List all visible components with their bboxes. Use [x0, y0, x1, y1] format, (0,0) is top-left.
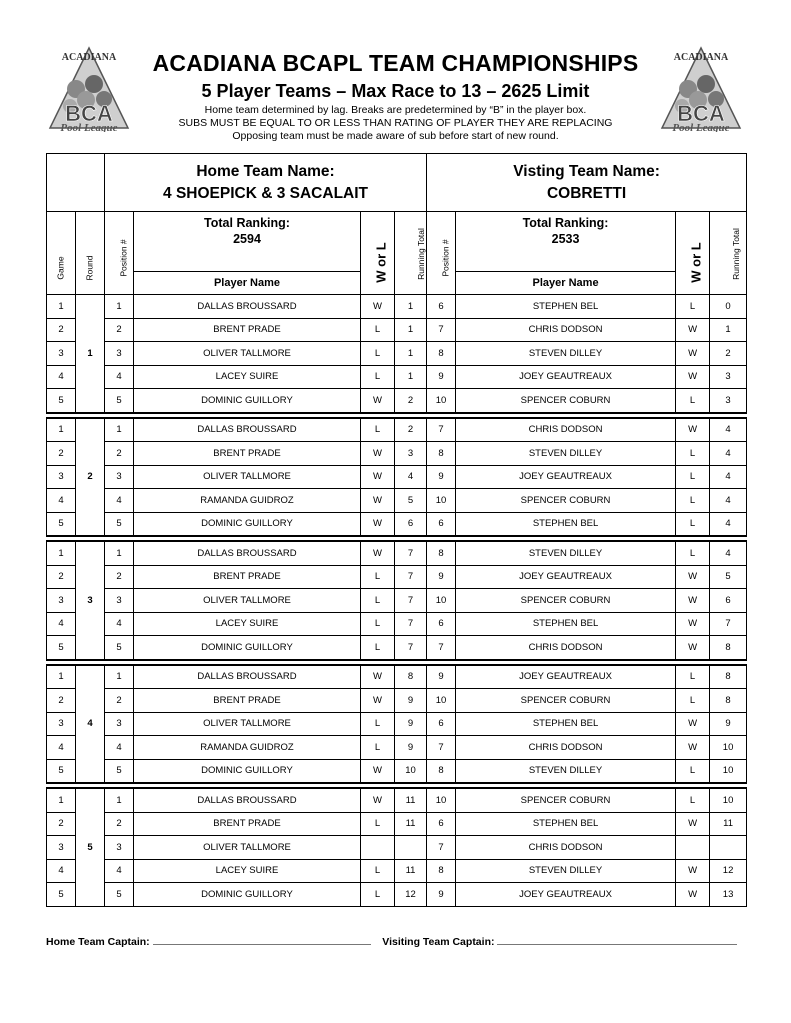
visiting-player-name-cell: SPENCER COBURN — [456, 389, 676, 413]
home-player-name-header: Player Name — [134, 272, 361, 295]
home-player-name-cell: DALLAS BROUSSARD — [134, 295, 361, 319]
visiting-position-cell: 8 — [427, 342, 456, 366]
game-number-cell: 2 — [47, 442, 76, 466]
visiting-captain-label: Visiting Team Captain: — [382, 936, 495, 948]
home-player-name-cell: OLIVER TALLMORE — [134, 836, 361, 860]
home-position-cell: 4 — [105, 736, 134, 760]
visiting-team-label: Visting Team Name: — [513, 162, 660, 180]
game-number-cell: 5 — [47, 389, 76, 413]
home-position-cell: 4 — [105, 365, 134, 389]
game-row — [47, 418, 747, 442]
home-win-loss-cell[interactable] — [361, 836, 395, 860]
home-position-cell: 1 — [105, 295, 134, 319]
home-win-loss-cell[interactable]: W — [361, 788, 395, 812]
home-player-name-cell: RAMANDA GUIDROZ — [134, 736, 361, 760]
visiting-position-cell: 10 — [427, 389, 456, 413]
home-win-loss-cell[interactable]: W — [361, 389, 395, 413]
home-win-loss-cell[interactable]: L — [361, 812, 395, 836]
visiting-win-loss-cell[interactable]: L — [676, 512, 710, 536]
home-player-name-cell: DALLAS BROUSSARD — [134, 418, 361, 442]
visiting-running-total-cell[interactable]: 1 — [710, 318, 747, 342]
home-position-cell: 5 — [105, 759, 134, 783]
home-player-name-cell: OLIVER TALLMORE — [134, 342, 361, 366]
visiting-captain-signature-field[interactable] — [497, 936, 737, 945]
home-running-total-cell[interactable]: 10 — [395, 759, 427, 783]
home-player-name-cell: LACEY SUIRE — [134, 859, 361, 883]
game-number-cell: 1 — [47, 665, 76, 689]
visiting-player-name-cell: STEVEN DILLEY — [456, 759, 676, 783]
home-running-total-cell[interactable]: 12 — [395, 883, 427, 907]
visiting-position-cell: 9 — [427, 465, 456, 489]
visiting-win-loss-cell[interactable]: W — [676, 318, 710, 342]
game-number-cell: 3 — [47, 342, 76, 366]
game-number-cell: 4 — [47, 365, 76, 389]
visiting-player-name-cell: SPENCER COBURN — [456, 788, 676, 812]
home-player-name-cell: RAMANDA GUIDROZ — [134, 489, 361, 513]
visiting-running-total-cell[interactable]: 12 — [710, 859, 747, 883]
visiting-win-loss-cell[interactable]: L — [676, 689, 710, 713]
home-team-header — [105, 154, 427, 212]
home-position-cell: 3 — [105, 712, 134, 736]
game-number-cell: 2 — [47, 812, 76, 836]
home-running-total-cell[interactable]: 8 — [395, 665, 427, 689]
visiting-position-cell: 8 — [427, 442, 456, 466]
home-running-total-cell[interactable]: 11 — [395, 788, 427, 812]
home-player-name-cell: DALLAS BROUSSARD — [134, 541, 361, 565]
col-home-running-total-header: Running Total — [395, 212, 427, 295]
visiting-running-total-cell[interactable]: 3 — [710, 389, 747, 413]
page-title: ACADIANA BCAPL TEAM CHAMPIONSHIPS — [152, 50, 639, 76]
home-position-cell: 3 — [105, 465, 134, 489]
visiting-player-name-cell: SPENCER COBURN — [456, 689, 676, 713]
visiting-running-total-cell[interactable]: 5 — [710, 565, 747, 589]
game-number-cell: 3 — [47, 589, 76, 613]
rule-note-opposing: Opposing team must be made aware of sub before start of new round. — [232, 130, 559, 142]
visiting-running-total-cell[interactable]: 4 — [710, 418, 747, 442]
game-number-cell: 1 — [47, 541, 76, 565]
game-number-cell: 2 — [47, 565, 76, 589]
game-row — [47, 512, 747, 536]
home-running-total-cell[interactable]: 1 — [395, 318, 427, 342]
game-row — [47, 788, 747, 812]
visiting-win-loss-cell[interactable]: W — [676, 636, 710, 660]
visiting-position-cell: 9 — [427, 665, 456, 689]
visiting-running-total-cell[interactable]: 13 — [710, 883, 747, 907]
visiting-player-name-cell: STEPHEN BEL — [456, 512, 676, 536]
visiting-running-total-cell[interactable]: 7 — [710, 612, 747, 636]
visiting-win-loss-cell[interactable]: W — [676, 365, 710, 389]
home-win-loss-cell[interactable]: L — [361, 883, 395, 907]
home-win-loss-cell[interactable]: L — [361, 636, 395, 660]
home-running-total-cell[interactable]: 7 — [395, 589, 427, 613]
home-position-cell: 3 — [105, 342, 134, 366]
visiting-position-cell: 10 — [427, 788, 456, 812]
game-number-cell: 3 — [47, 712, 76, 736]
home-position-cell: 2 — [105, 442, 134, 466]
visiting-player-name-cell: STEVEN DILLEY — [456, 859, 676, 883]
home-running-total-cell[interactable]: 11 — [395, 812, 427, 836]
visiting-win-loss-cell[interactable]: L — [676, 665, 710, 689]
visiting-position-cell: 7 — [427, 736, 456, 760]
home-running-total-cell[interactable]: 9 — [395, 712, 427, 736]
home-player-name-cell: LACEY SUIRE — [134, 612, 361, 636]
svg-text:Pool League: Pool League — [60, 122, 118, 132]
page-subtitle: 5 Player Teams – Max Race to 13 – 2625 Limit — [201, 81, 590, 101]
game-number-cell: 2 — [47, 318, 76, 342]
home-player-name-cell: LACEY SUIRE — [134, 365, 361, 389]
home-running-total-cell[interactable]: 2 — [395, 418, 427, 442]
col-home-wl-header: W or L — [361, 212, 395, 295]
home-running-total-cell[interactable]: 9 — [395, 689, 427, 713]
home-running-total-cell[interactable]: 7 — [395, 612, 427, 636]
home-running-total-cell[interactable]: 3 — [395, 442, 427, 466]
round-number-cell: 5 — [76, 788, 105, 906]
visiting-ranking-value: 2533 — [551, 232, 580, 246]
visiting-team-header — [427, 154, 747, 212]
visiting-running-total-cell[interactable]: 8 — [710, 665, 747, 689]
visiting-position-cell: 7 — [427, 636, 456, 660]
game-row — [47, 883, 747, 907]
visiting-player-name-cell: SPENCER COBURN — [456, 589, 676, 613]
visiting-running-total-cell[interactable]: 0 — [710, 295, 747, 319]
home-win-loss-cell[interactable]: W — [361, 512, 395, 536]
home-win-loss-cell[interactable]: W — [361, 665, 395, 689]
home-player-name-cell: DOMINIC GUILLORY — [134, 389, 361, 413]
svg-text:ACADIANA: ACADIANA — [673, 52, 729, 63]
visiting-position-cell: 7 — [427, 418, 456, 442]
game-row — [47, 612, 747, 636]
visiting-team-name: COBRETTI — [546, 184, 627, 202]
visiting-player-name-cell: STEPHEN BEL — [456, 812, 676, 836]
game-number-cell: 1 — [47, 295, 76, 319]
visiting-win-loss-cell[interactable]: L — [676, 442, 710, 466]
visiting-total-ranking: Total Ranking: 2533 — [456, 212, 676, 272]
round-number-cell: 4 — [76, 665, 105, 784]
game-number-cell: 4 — [47, 859, 76, 883]
home-player-name-cell: DOMINIC GUILLORY — [134, 759, 361, 783]
col-round-header: Round — [76, 212, 105, 295]
home-win-loss-cell[interactable]: W — [361, 759, 395, 783]
home-running-total-cell[interactable]: 1 — [395, 365, 427, 389]
home-player-name-cell: DOMINIC GUILLORY — [134, 636, 361, 660]
home-win-loss-cell[interactable]: L — [361, 318, 395, 342]
game-row — [47, 442, 747, 466]
visiting-win-loss-cell[interactable]: W — [676, 589, 710, 613]
home-position-cell: 1 — [105, 665, 134, 689]
home-position-cell: 2 — [105, 812, 134, 836]
home-running-total-cell[interactable]: 2 — [395, 389, 427, 413]
home-win-loss-cell[interactable]: L — [361, 736, 395, 760]
home-position-cell: 5 — [105, 389, 134, 413]
home-win-loss-cell[interactable]: L — [361, 342, 395, 366]
home-position-cell: 1 — [105, 541, 134, 565]
game-row — [47, 541, 747, 565]
home-player-name-cell: DOMINIC GUILLORY — [134, 883, 361, 907]
visiting-win-loss-cell[interactable]: L — [676, 295, 710, 319]
home-win-loss-cell[interactable]: L — [361, 589, 395, 613]
game-row — [47, 812, 747, 836]
game-row — [47, 665, 747, 689]
visiting-win-loss-cell[interactable]: L — [676, 759, 710, 783]
visiting-win-loss-cell[interactable]: W — [676, 712, 710, 736]
visiting-player-name-cell: CHRIS DODSON — [456, 836, 676, 860]
home-win-loss-cell[interactable]: W — [361, 689, 395, 713]
corner-blank-cell — [47, 154, 105, 212]
visiting-running-total-cell[interactable]: 10 — [710, 736, 747, 760]
visiting-player-name-cell: JOEY GEAUTREAUX — [456, 365, 676, 389]
visiting-win-loss-cell[interactable] — [676, 836, 710, 860]
score-sheet-table — [46, 153, 747, 907]
home-win-loss-cell[interactable]: W — [361, 541, 395, 565]
visiting-win-loss-cell[interactable]: L — [676, 389, 710, 413]
visiting-position-cell: 8 — [427, 541, 456, 565]
col-home-position-header: Position # — [105, 212, 134, 295]
home-captain-label: Home Team Captain: — [46, 936, 150, 948]
game-row — [47, 295, 747, 319]
home-running-total-cell[interactable]: 7 — [395, 636, 427, 660]
visiting-position-cell: 9 — [427, 883, 456, 907]
col-visit-position-header: Position # — [427, 212, 456, 295]
home-position-cell: 2 — [105, 318, 134, 342]
game-row — [47, 759, 747, 783]
visiting-running-total-cell[interactable]: 6 — [710, 589, 747, 613]
visiting-position-cell: 6 — [427, 612, 456, 636]
home-player-name-cell: OLIVER TALLMORE — [134, 589, 361, 613]
visiting-player-name-cell: SPENCER COBURN — [456, 489, 676, 513]
visiting-player-name-cell: CHRIS DODSON — [456, 418, 676, 442]
home-win-loss-cell[interactable]: L — [361, 859, 395, 883]
visiting-player-name-cell: JOEY GEAUTREAUX — [456, 665, 676, 689]
home-position-cell: 4 — [105, 612, 134, 636]
home-win-loss-cell[interactable]: L — [361, 612, 395, 636]
visiting-player-name-header: Player Name — [456, 272, 676, 295]
home-position-cell: 4 — [105, 859, 134, 883]
game-row — [47, 836, 747, 860]
home-ranking-value: 2594 — [233, 232, 261, 246]
game-row — [47, 736, 747, 760]
visiting-win-loss-cell[interactable]: W — [676, 736, 710, 760]
visiting-running-total-cell[interactable]: 4 — [710, 442, 747, 466]
game-row — [47, 589, 747, 613]
rule-note-subs: SUBS MUST BE EQUAL TO OR LESS THAN RATING OF PLAYER THEY ARE REPLACING — [178, 117, 613, 129]
visiting-player-name-cell: STEPHEN BEL — [456, 295, 676, 319]
home-player-name-cell: BRENT PRADE — [134, 442, 361, 466]
game-row — [47, 689, 747, 713]
visiting-position-cell: 7 — [427, 318, 456, 342]
visiting-win-loss-cell[interactable]: W — [676, 812, 710, 836]
round-number-cell: 2 — [76, 418, 105, 537]
visiting-win-loss-cell[interactable]: W — [676, 565, 710, 589]
game-number-cell: 5 — [47, 883, 76, 907]
visiting-position-cell: 6 — [427, 295, 456, 319]
svg-text:ACADIANA: ACADIANA — [61, 52, 117, 63]
game-row — [47, 636, 747, 660]
visiting-running-total-cell[interactable]: 8 — [710, 689, 747, 713]
visiting-player-name-cell: JOEY GEAUTREAUX — [456, 565, 676, 589]
visiting-position-cell: 7 — [427, 836, 456, 860]
visiting-position-cell: 8 — [427, 759, 456, 783]
visiting-running-total-cell[interactable]: 10 — [710, 759, 747, 783]
home-running-total-cell[interactable] — [395, 836, 427, 860]
visiting-player-name-cell: STEPHEN BEL — [456, 712, 676, 736]
home-player-name-cell: BRENT PRADE — [134, 812, 361, 836]
svg-text:BCA: BCA — [65, 101, 113, 126]
game-number-cell: 4 — [47, 612, 76, 636]
visiting-player-name-cell: CHRIS DODSON — [456, 318, 676, 342]
col-visit-running-total-header: Running Total — [710, 212, 747, 295]
game-number-cell: 4 — [47, 489, 76, 513]
home-win-loss-cell[interactable]: L — [361, 712, 395, 736]
home-running-total-cell[interactable]: 7 — [395, 541, 427, 565]
game-number-cell: 4 — [47, 736, 76, 760]
home-player-name-cell: BRENT PRADE — [134, 689, 361, 713]
game-row — [47, 565, 747, 589]
home-win-loss-cell[interactable]: W — [361, 442, 395, 466]
home-running-total-cell[interactable]: 1 — [395, 342, 427, 366]
visiting-running-total-cell[interactable]: 4 — [710, 541, 747, 565]
visiting-running-total-cell[interactable]: 4 — [710, 512, 747, 536]
home-position-cell: 2 — [105, 565, 134, 589]
visiting-position-cell: 10 — [427, 589, 456, 613]
home-player-name-cell: BRENT PRADE — [134, 565, 361, 589]
visiting-win-loss-cell[interactable]: L — [676, 489, 710, 513]
visiting-player-name-cell: STEVEN DILLEY — [456, 442, 676, 466]
home-position-cell: 5 — [105, 636, 134, 660]
home-position-cell: 3 — [105, 836, 134, 860]
visiting-player-name-cell: JOEY GEAUTREAUX — [456, 465, 676, 489]
round-number-cell: 3 — [76, 541, 105, 660]
visiting-position-cell: 10 — [427, 489, 456, 513]
home-team-label: Home Team Name: — [196, 162, 335, 180]
home-win-loss-cell[interactable]: L — [361, 365, 395, 389]
svg-text:BCA: BCA — [677, 101, 725, 126]
home-win-loss-cell[interactable]: L — [361, 565, 395, 589]
visiting-win-loss-cell[interactable]: L — [676, 541, 710, 565]
svg-text:Pool League: Pool League — [672, 122, 730, 132]
game-row — [47, 712, 747, 736]
visiting-position-cell: 8 — [427, 859, 456, 883]
visiting-running-total-cell[interactable]: 4 — [710, 465, 747, 489]
visiting-running-total-cell[interactable]: 3 — [710, 365, 747, 389]
home-position-cell: 1 — [105, 788, 134, 812]
visiting-win-loss-cell[interactable]: W — [676, 859, 710, 883]
game-number-cell: 5 — [47, 636, 76, 660]
home-team-name: 4 SHOEPICK & 3 SACALAIT — [163, 184, 369, 202]
visiting-win-loss-cell[interactable]: W — [676, 612, 710, 636]
home-player-name-cell: OLIVER TALLMORE — [134, 465, 361, 489]
game-number-cell: 2 — [47, 689, 76, 713]
game-number-cell: 3 — [47, 836, 76, 860]
round-number-cell: 1 — [76, 295, 105, 413]
home-win-loss-cell[interactable]: W — [361, 489, 395, 513]
visiting-running-total-cell[interactable]: 8 — [710, 636, 747, 660]
home-position-cell: 2 — [105, 689, 134, 713]
home-running-total-cell[interactable]: 1 — [395, 295, 427, 319]
visiting-running-total-cell[interactable] — [710, 836, 747, 860]
game-row — [47, 342, 747, 366]
visiting-position-cell: 6 — [427, 712, 456, 736]
visiting-player-name-cell: CHRIS DODSON — [456, 736, 676, 760]
visiting-position-cell: 10 — [427, 689, 456, 713]
home-running-total-cell[interactable]: 9 — [395, 736, 427, 760]
visiting-win-loss-cell[interactable]: W — [676, 883, 710, 907]
home-position-cell: 5 — [105, 512, 134, 536]
visiting-running-total-cell[interactable]: 11 — [710, 812, 747, 836]
visiting-position-cell: 9 — [427, 565, 456, 589]
game-row — [47, 859, 747, 883]
visiting-player-name-cell: STEVEN DILLEY — [456, 541, 676, 565]
home-player-name-cell: OLIVER TALLMORE — [134, 712, 361, 736]
home-running-total-cell[interactable]: 7 — [395, 565, 427, 589]
game-number-cell: 3 — [47, 465, 76, 489]
visiting-position-cell: 9 — [427, 365, 456, 389]
visiting-win-loss-cell[interactable]: L — [676, 465, 710, 489]
home-player-name-cell: BRENT PRADE — [134, 318, 361, 342]
visiting-win-loss-cell[interactable]: L — [676, 788, 710, 812]
home-player-name-cell: DOMINIC GUILLORY — [134, 512, 361, 536]
home-win-loss-cell[interactable]: L — [361, 418, 395, 442]
col-game-header: Game — [47, 212, 76, 295]
visiting-player-name-cell: STEPHEN BEL — [456, 612, 676, 636]
home-captain-signature-field[interactable] — [153, 936, 371, 945]
home-position-cell: 5 — [105, 883, 134, 907]
home-position-cell: 1 — [105, 418, 134, 442]
game-number-cell: 5 — [47, 512, 76, 536]
game-number-cell: 5 — [47, 759, 76, 783]
game-number-cell: 1 — [47, 418, 76, 442]
visiting-position-cell: 6 — [427, 512, 456, 536]
home-total-ranking: Total Ranking: 2594 — [134, 212, 361, 272]
home-player-name-cell: DALLAS BROUSSARD — [134, 665, 361, 689]
col-visit-wl-header: W or L — [676, 212, 710, 295]
home-running-total-cell[interactable]: 5 — [395, 489, 427, 513]
game-row — [47, 465, 747, 489]
home-win-loss-cell[interactable]: W — [361, 295, 395, 319]
home-position-cell: 4 — [105, 489, 134, 513]
game-number-cell: 1 — [47, 788, 76, 812]
home-running-total-cell[interactable]: 6 — [395, 512, 427, 536]
home-running-total-cell[interactable]: 4 — [395, 465, 427, 489]
game-row — [47, 365, 747, 389]
captain-signature-line — [46, 936, 737, 948]
visiting-running-total-cell[interactable]: 10 — [710, 788, 747, 812]
game-row — [47, 318, 747, 342]
visiting-win-loss-cell[interactable]: W — [676, 342, 710, 366]
home-win-loss-cell[interactable]: W — [361, 465, 395, 489]
visiting-player-name-cell: STEVEN DILLEY — [456, 342, 676, 366]
visiting-running-total-cell[interactable]: 9 — [710, 712, 747, 736]
game-row — [47, 489, 747, 513]
home-running-total-cell[interactable]: 11 — [395, 859, 427, 883]
game-row — [47, 389, 747, 413]
visiting-running-total-cell[interactable]: 4 — [710, 489, 747, 513]
visiting-player-name-cell: JOEY GEAUTREAUX — [456, 883, 676, 907]
visiting-running-total-cell[interactable]: 2 — [710, 342, 747, 366]
visiting-player-name-cell: CHRIS DODSON — [456, 636, 676, 660]
visiting-win-loss-cell[interactable]: W — [676, 418, 710, 442]
visiting-position-cell: 6 — [427, 812, 456, 836]
rule-note-lag: Home team determined by lag. Breaks are predetermined by “B” in the player box. — [204, 104, 587, 116]
home-position-cell: 3 — [105, 589, 134, 613]
home-player-name-cell: DALLAS BROUSSARD — [134, 788, 361, 812]
